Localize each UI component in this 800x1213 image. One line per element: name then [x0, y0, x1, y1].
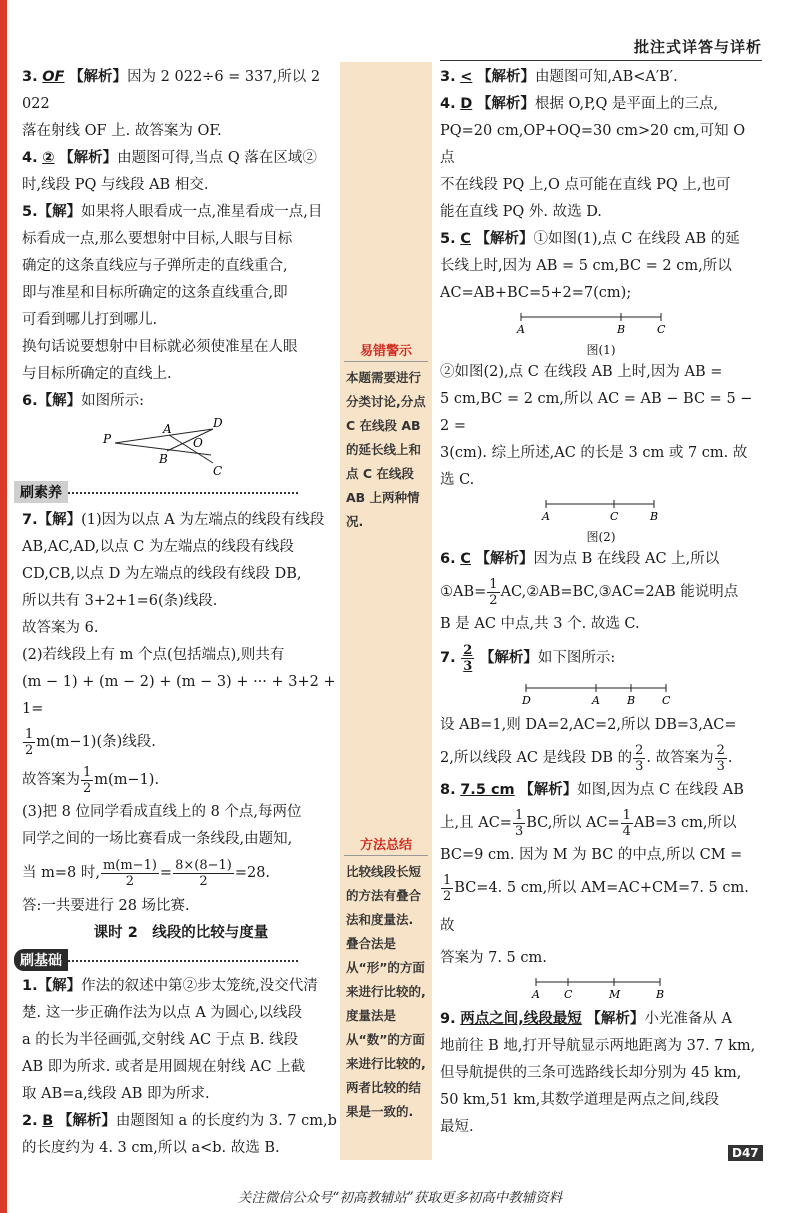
q7-line-9: 故答案为 $\frac{1}{2}$ m(m−1).: [22, 764, 160, 796]
r8-label-c: C: [564, 988, 573, 1001]
right-question-6: 6. C 【解析】因为点 B 在线段 AC 上,所以: [440, 551, 720, 567]
right-question-8-line4: $\frac{1}{2}$ BC=4. 5 cm,所以 AM=AC+CM=7. 5 cm. 故: [440, 872, 749, 934]
right-column: [440, 64, 762, 1141]
r5-figure-2: [536, 496, 666, 526]
q6-label-a: A: [163, 422, 172, 436]
r7-label-d: D: [522, 694, 531, 707]
annotation-sidebar: [340, 62, 432, 1160]
r5-fig2-label-c: C: [610, 510, 619, 523]
right-question-3: 3. < 【解析】由题图可知,AB<A′B′.: [440, 69, 678, 85]
q7-line-13: 答:一共要进行 28 场比赛.: [22, 898, 190, 914]
q6-figure: [101, 417, 261, 479]
right-question-7: 7. $\frac{2}{3}$ 【解析】如下图所示:: [440, 642, 616, 674]
r7-figure: [516, 680, 686, 710]
header-rule: [440, 60, 762, 61]
question-4: 4. ② 【解析】由题图可得,当点 Q 落在区域② 时,线段 PQ 与线段 AB 相交.: [22, 150, 317, 193]
lesson-title: 课时 2 线段的比较与度量: [93, 925, 269, 941]
r7-label-b: B: [627, 694, 636, 707]
right-question-7-line3: 2,所以线段 AC 是线段 DB 的 $\frac{2}{3}$ . 故答案为 $\frac{2}{3}$ .: [440, 742, 733, 774]
right-question-8-line2: 上,且 AC= $\frac{1}{3}$ BC,所以 AC= $\frac{1}{4}$ AB=3 cm,所以: [440, 807, 737, 839]
r5-figure-1-caption: 图(1): [586, 343, 616, 357]
q6-label-c: C: [213, 464, 223, 478]
right-question-8: 8. 7.5 cm 【解析】如图,因为点 C 在线段 AB: [440, 782, 744, 798]
right-question-8-line5: 答案为 7. 5 cm.: [440, 950, 547, 966]
side-text-method-summary: 比较线段长短的方法有叠合法和度量法. 叠合法是从“形”的方面来进行比较的,度量法是从“数”的方面来进行比较的,两者比较的结果是一致的.: [346, 864, 426, 1119]
r5-fig1-label-b: B: [617, 323, 626, 336]
r8-label-a: A: [532, 988, 540, 1001]
question-6: 6.【解】如图所示:: [22, 393, 144, 409]
left-column: [22, 64, 340, 1162]
r7-label-c: C: [662, 694, 671, 707]
r8-figure: [526, 974, 676, 1004]
right-question-5: 5. C 【解析】①如图(1),点 C 在线段 AB 的延 长线上时,因为 AB = 5 cm,BC = 2 cm,所以 AC=AB+BC=5+2=7(cm);: [440, 231, 740, 301]
right-question-9: 9. 两点之间,线段最短 【解析】小光准备从 A 地前往 B 地,打开导航显示两地距离为 37. 7 km, 但导航提供的三条可选路线长却分别为 45 km, 50 km,51 km,其数学道理是两点之间,线段 最短.: [440, 1011, 756, 1135]
r5-figure-1: [511, 309, 691, 339]
r5-fig1-label-a: A: [517, 323, 525, 336]
q6-label-o: O: [193, 436, 203, 450]
r5-fig2-label-a: A: [542, 510, 550, 523]
right-question-6-line3: B 是 AC 中点,共 3 个. 故选 C.: [440, 616, 640, 632]
q7-line-10: (3)把 8 位同学看成直线上的 8 个点,每两位 同学之间的一场比赛看成一条线段,由题知,: [22, 804, 302, 847]
right-question-4: 4. D 【解析】根据 O,P,Q 是平面上的三点, PQ=20 cm,OP+OQ=30 cm>20 cm,可知 O 点 不在线段 PQ 上,O 点可能在直线 PQ 上,也可 能在直线 PQ 外. 故选 D.: [440, 96, 746, 220]
r7-label-a: A: [592, 694, 600, 707]
q7-line-12: 当 m=8 时, $\frac{m(m-1)}{2}$ = $\frac{8\times(8-1)}{2}$ =28.: [22, 857, 271, 889]
side-heading-method-summary: 方法总结: [359, 838, 412, 853]
question-7: 7.【解】(1)因为以点 A 为左端点的线段有线段 AB,AC,AD,以点 C 为左端点的线段有线段 CD,CB,以点 D 为左端点的线段有线段 DB, 所以共有 3+2+1=6(条)线段. 故答案为 6. (2)若线段上有 m 个点(包括端点),则共有 (m − 1) + (m − 2) + (m − 3) + ··· + 3+2 + 1=: [22, 512, 336, 717]
side-heading-error-warning: 易错警示: [359, 344, 412, 359]
question-5: 5.【解】如果将人眼看成一点,准星看成一点,目 标看成一点,那么要想射中目标,人眼与目标 确定的这条直线应与子弹所走的直线重合, 即与准星和目标所确定的这条直线重合,即 可看到哪儿打到哪儿. 换句话说要想射中目标就必须使准星在人眼 与目标所确定的直线上.: [22, 204, 323, 382]
basic-question-2: 2. B 【解析】由题图知 a 的长度约为 3. 7 cm,b 的长度约为 4. 3 cm,所以 a<b. 故选 B.: [22, 1113, 337, 1156]
q6-label-b: B: [159, 452, 168, 466]
section-header-jichu: 刷基础: [14, 949, 340, 971]
page-edge-bar: [0, 0, 7, 1213]
basic-question-1: 1.【解】作法的叙述中第②步太笼统,没交代清 楚. 这一步正确作法为以点 A 为圆心,以线段 a 的长为半径画弧,交射线 AC 于点 B. 线段 AB 即为所求. 或者是用圆规在射线 AC 上截 取 AB=a,线段 AB 即为所求.: [22, 978, 318, 1102]
page-number: D47: [728, 1145, 763, 1161]
r5-fig1-label-c: C: [657, 323, 666, 336]
q6-label-p: P: [103, 432, 112, 446]
right-question-5-part2: ②如图(2),点 C 在线段 AB 上时,因为 AB = 5 cm,BC = 2 cm,所以 AC = AB − BC = 5 − 2 = 3(cm). 综上所述,AC 的长是 3 cm 或 7 cm. 故 选 C.: [440, 364, 753, 488]
section-header-suyang: 刷素养: [14, 481, 340, 503]
r8-label-b: B: [656, 988, 665, 1001]
header-title: 批注式详答与详析: [633, 38, 762, 56]
right-question-7-line2: 设 AB=1,则 DA=2,AC=2,所以 DB=3,AC=: [440, 717, 737, 733]
q7-line-8: $\frac{1}{2}$ m(m−1)(条)线段.: [25, 726, 156, 758]
right-question-6-line2: ①AB= $\frac{1}{2}$ AC,②AB=BC,③AC=2AB 能说明点: [440, 576, 739, 608]
r5-fig2-label-b: B: [650, 510, 659, 523]
q6-label-d: D: [213, 417, 223, 430]
right-question-8-line3: BC=9 cm. 因为 M 为 BC 的中点,所以 CM =: [440, 847, 743, 863]
r8-label-m: M: [609, 988, 621, 1001]
r5-figure-2-caption: 图(2): [586, 530, 616, 544]
question-3: 3. OF 【解析】因为 2 022÷6 = 337,所以 2 022 落在射线 OF 上. 故答案为 OF.: [22, 69, 321, 139]
footer-note: 关注微信公众号“初高教辅站”获取更多初高中教辅资料: [237, 1190, 563, 1206]
side-text-error-warning: 本题需要进行分类讨论,分点 C 在线段 AB 的延长线上和点 C 在线段 AB 上两种情况.: [346, 370, 426, 529]
